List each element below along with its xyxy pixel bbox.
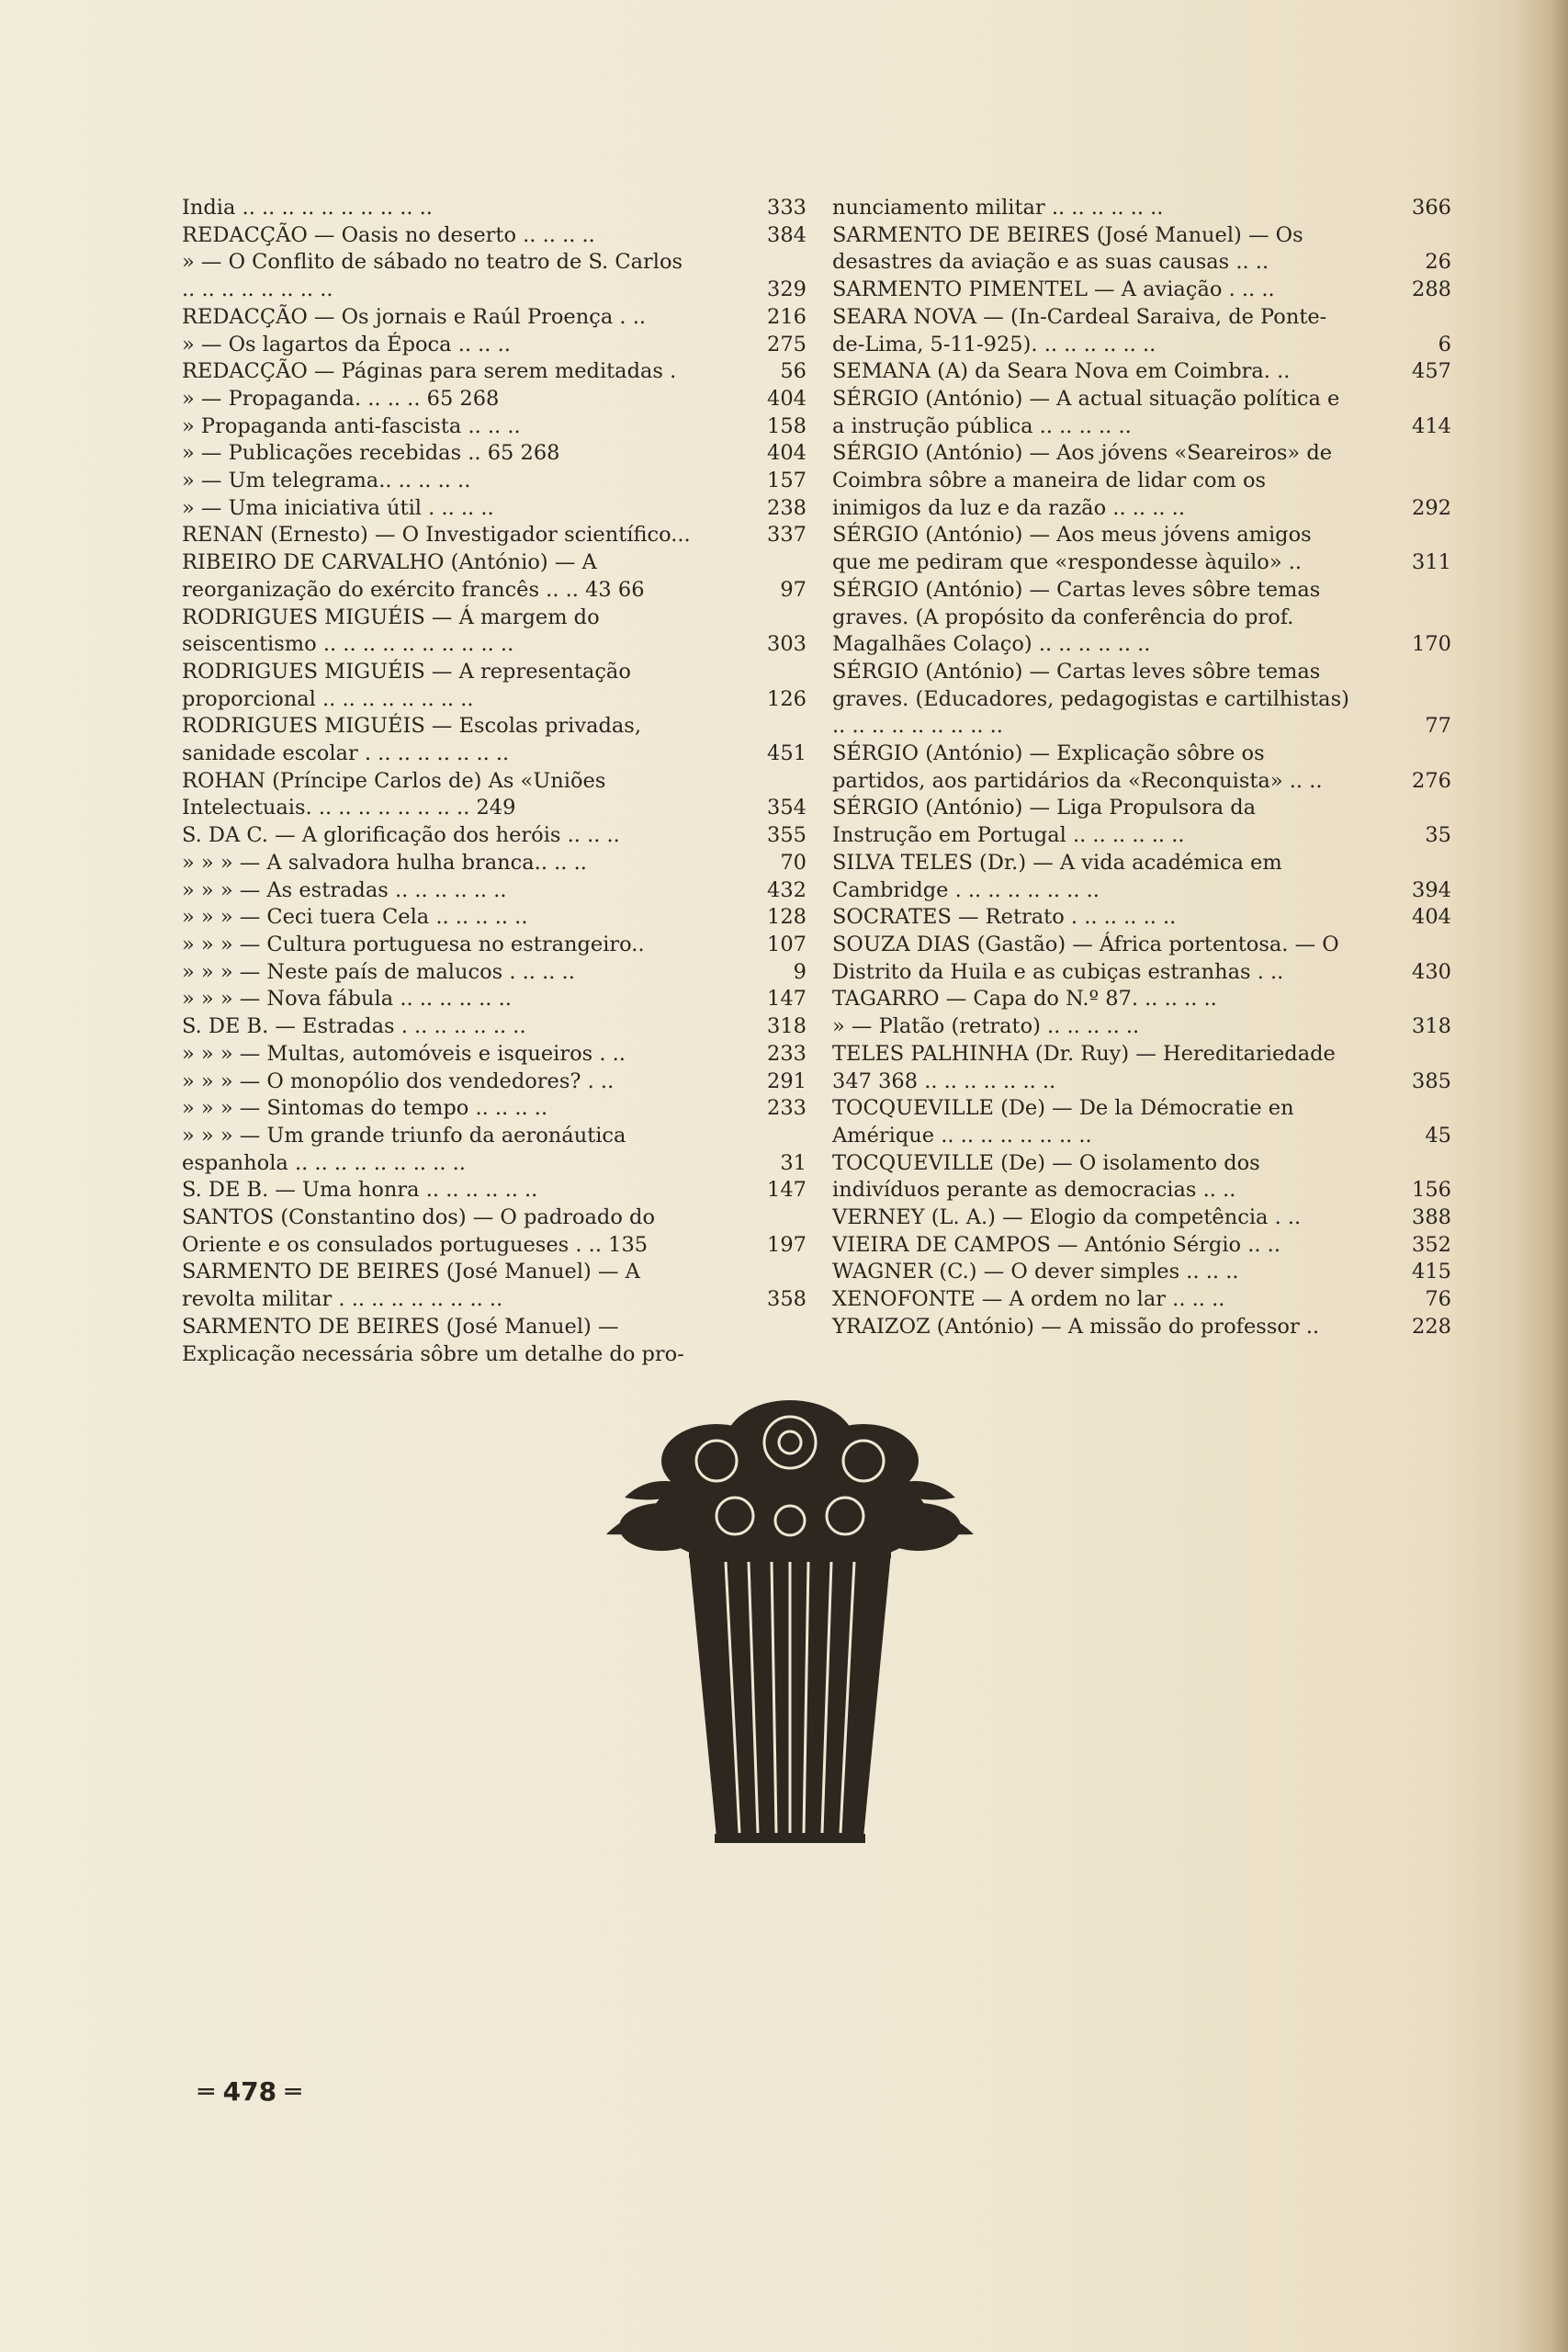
index-entry: RODRIGUES MIGUÉIS — Á margem do seiscentismo .. .. .. .. .. .. .. .. .. .. 303 (182, 605, 807, 659)
index-entry: WAGNER (C.) — O dever simples .. .. .. 415 (832, 1259, 1451, 1286)
index-entry: SEMANA (A) da Seara Nova em Coimbra. .. 457 (832, 358, 1451, 386)
index-entry: SÉRGIO (António) — Cartas leves sôbre temas graves. (Educadores, pedagogistas e cartilhistas) .. .. .. .. .. .. .. .. .. 77 (832, 659, 1451, 741)
index-entry: S. DA C. — A glorificação dos heróis .. .. .. 355 (182, 822, 807, 850)
index-entry: XENOFONTE — A ordem no lar .. .. .. 76 (832, 1286, 1451, 1314)
index-entry: » — O Conflito de sábado no teatro de S. Carlos .. .. .. .. .. .. .. .. 329 (182, 249, 807, 303)
index-entry: » » » — O monopólio dos vendedores? . .. 291 (182, 1069, 807, 1096)
page-ref: 45 (1425, 1123, 1451, 1148)
index-entry: SARMENTO PIMENTEL — A aviação . .. .. 288 (832, 277, 1451, 304)
index-entry: » » » — Multas, automóveis e isqueiros . .. 233 (182, 1041, 807, 1069)
index-entry: TOCQUEVILLE (De) — O isolamento dos indivíduos perante as democracias .. .. 156 (832, 1150, 1451, 1204)
page-ref: 276 (1412, 768, 1451, 793)
page-ref: 97 (780, 577, 807, 602)
page-ref: 238 (767, 495, 807, 520)
index-entry: VIEIRA DE CAMPOS — António Sérgio .. .. 352 (832, 1232, 1451, 1260)
page-ref: 415 (1412, 1260, 1451, 1284)
index-entry: SÉRGIO (António) — Explicação sôbre os partidos, aos partidários da «Reconquista» .. .. 276 (832, 741, 1451, 795)
index-entry: » — Propaganda. .. .. .. 65 268 404 (182, 386, 807, 413)
page-ref: 233 (767, 1041, 807, 1066)
index-entry: SILVA TELES (Dr.) — A vida académica em Cambridge . .. .. .. .. .. .. .. 394 (832, 850, 1451, 904)
index-entry: VERNEY (L. A.) — Elogio da competência . .. 388 (832, 1204, 1451, 1232)
index-entry: » » » — As estradas .. .. .. .. .. .. 432 (182, 877, 807, 905)
page-ref: 292 (1412, 495, 1451, 520)
page-ref: 311 (1412, 550, 1451, 575)
page-ref: 35 (1425, 823, 1451, 848)
index-entry: » » » — Cultura portuguesa no estrangeiro.. 107 (182, 932, 807, 959)
flower-basket-ornament (588, 1286, 992, 1856)
page-ref: 404 (767, 441, 807, 466)
page-ref: 147 (767, 1178, 807, 1203)
page-ref: 430 (1412, 959, 1451, 984)
page-ref: 318 (1412, 1014, 1451, 1039)
index-column-right (832, 195, 1451, 1341)
index-entry: SÉRGIO (António) — Aos meus jóvens amigos que me pediram que «respondesse àquilo» .. 311 (832, 522, 1451, 576)
index-entry: TOCQUEVILLE (De) — De la Démocratie en Amérique .. .. .. .. .. .. .. .. 45 (832, 1095, 1451, 1149)
index-entry: SÉRGIO (António) — A actual situação política e a instrução pública .. .. .. .. .. 414 (832, 386, 1451, 440)
index-entry: TELES PALHINHA (Dr. Ruy) — Hereditariedade 347 368 .. .. .. .. .. .. .. 385 (832, 1041, 1451, 1095)
index-entry: YRAIZOZ (António) — A missão do professor .. 228 (832, 1314, 1451, 1341)
page-ref: 451 (767, 741, 807, 766)
page-ref: 355 (767, 823, 807, 848)
page-ref: 404 (767, 386, 807, 411)
page-ref: 147 (767, 987, 807, 1012)
index-entry: RIBEIRO DE CARVALHO (António) — A reorganização do exército francês .. .. 43 66 97 (182, 549, 807, 604)
page-ref: 333 (767, 196, 807, 220)
page-ref: 457 (1412, 359, 1451, 384)
page-ref: 414 (1412, 413, 1451, 438)
page-ref: 303 (767, 632, 807, 657)
index-entry: S. DE B. — Estradas . .. .. .. .. .. .. 318 (182, 1013, 807, 1041)
index-entry: SANTOS (Constantino dos) — O padroado do Oriente e os consulados portugueses . .. 135 197 (182, 1204, 807, 1259)
index-entry: SÉRGIO (António) — Cartas leves sôbre temas graves. (A propósito da conferência do prof. Magalhães Colaço) .. .. .. .. .. .. 170 (832, 577, 1451, 659)
page-ref: 432 (767, 877, 807, 902)
page-ref: 228 (1412, 1314, 1451, 1339)
page-ref: 394 (1412, 877, 1451, 902)
index-entry: » » » — Neste país de malucos . .. .. .. 9 (182, 959, 807, 987)
index-entry: SOCRATES — Retrato . .. .. .. .. .. 404 (832, 904, 1451, 932)
page-ref: 388 (1412, 1205, 1451, 1230)
index-entry: » — Publicações recebidas .. 65 268 404 (182, 440, 807, 468)
page-edge-shadow (1513, 0, 1568, 2352)
page-number: ═ 478 ═ (198, 2076, 301, 2107)
page-ref: 170 (1412, 632, 1451, 657)
index-entry: » Propaganda anti-fascista .. .. .. 158 (182, 413, 807, 441)
page-ref: 288 (1412, 277, 1451, 302)
index-entry: » — Platão (retrato) .. .. .. .. .. 318 (832, 1013, 1451, 1041)
index-entry: » » » — Sintomas do tempo .. .. .. .. 233 (182, 1095, 807, 1123)
page-ref: 31 (780, 1150, 807, 1175)
index-entry: SARMENTO DE BEIRES (José Manuel) — Explicação necessária sôbre um detalhe do pro- (182, 1314, 684, 1366)
page-ref: 318 (767, 1014, 807, 1039)
page-ref: 275 (767, 332, 807, 356)
index-entry: SOUZA DIAS (Gastão) — África portentosa. — O Distrito da Huila e as cubiças estranhas . .. 430 (832, 932, 1451, 986)
index-entry: REDACÇÃO — Páginas para serem meditadas . 56 (182, 358, 807, 386)
index-entry: » » » — Um grande triunfo da aeronáutica espanhola .. .. .. .. .. .. .. .. .. 31 (182, 1123, 807, 1177)
page-ref: 329 (767, 277, 807, 302)
page-ref: 6 (1438, 332, 1451, 356)
index-entry: » — Um telegrama.. .. .. .. .. 157 (182, 468, 807, 495)
index-entry: RODRIGUES MIGUÉIS — Escolas privadas, sanidade escolar . .. .. .. .. .. .. .. 451 (182, 713, 807, 767)
page-ref: 26 (1425, 250, 1451, 275)
page-ref: 157 (767, 469, 807, 493)
page-ref: 197 (767, 1232, 807, 1257)
index-entry: ROHAN (Príncipe Carlos de) As «Uniões Intelectuais. .. .. .. .. .. .. .. .. 249 354 (182, 768, 807, 822)
index-entry: SEARA NOVA — (In-Cardeal Saraiva, de Ponte-de-Lima, 5-11-925). .. .. .. .. .. .. 6 (832, 304, 1451, 358)
index-entry: SARMENTO DE BEIRES (José Manuel) — Os desastres da aviação e as suas causas .. .. 26 (832, 222, 1451, 277)
page-ref: 384 (767, 222, 807, 247)
page-ref: 126 (767, 686, 807, 711)
page-ref: 56 (780, 359, 807, 384)
page-ref: 337 (767, 523, 807, 548)
index-entry: SÉRGIO (António) — Aos jóvens «Seareiros» de Coimbra sôbre a maneira de lidar com os inimigos da luz e da razão .. .. .. .. 292 (832, 440, 1451, 522)
index-entry: SÉRGIO (António) — Liga Propulsora da Instrução em Portugal .. .. .. .. .. .. 35 (832, 795, 1451, 849)
page-ref: 352 (1412, 1232, 1451, 1257)
page-ref: 366 (1412, 196, 1451, 220)
page-ref: 70 (780, 850, 807, 875)
index-column-left (182, 195, 807, 1368)
page-ref: 358 (767, 1287, 807, 1312)
index-entry: » » » — Nova fábula .. .. .. .. .. .. 147 (182, 986, 807, 1013)
page-ref: 158 (767, 413, 807, 438)
index-entry: nunciamento militar .. .. .. .. .. .. 366 (832, 195, 1451, 222)
index-entry: » — Uma iniciativa útil . .. .. .. 238 (182, 495, 807, 523)
page-ref: 9 (793, 959, 807, 984)
index-entry: REDACÇÃO — Os jornais e Raúl Proença . .. 216 (182, 304, 807, 332)
index-entry: TAGARRO — Capa do N.º 87. .. .. .. .. (832, 987, 1217, 1012)
page-ref: 156 (1412, 1178, 1451, 1203)
page-ref: 76 (1425, 1287, 1451, 1312)
page-ref: 354 (767, 796, 807, 820)
index-entry: REDACÇÃO — Oasis no deserto .. .. .. .. 384 (182, 222, 807, 250)
page-ref: 216 (767, 304, 807, 329)
page-ref: 128 (767, 905, 807, 930)
index-entry: » » » — Ceci tuera Cela .. .. .. .. .. 128 (182, 904, 807, 932)
page-ref: 291 (767, 1069, 807, 1093)
page-ref: 385 (1412, 1069, 1451, 1093)
index-entry: » — Os lagartos da Época .. .. .. 275 (182, 332, 807, 359)
index-entry: S. DE B. — Uma honra .. .. .. .. .. .. 147 (182, 1177, 807, 1204)
index-entry: India .. .. .. .. .. .. .. .. .. .. 333 (182, 195, 807, 222)
page-ref: 77 (1425, 714, 1451, 739)
index-entry: » » » — A salvadora hulha branca.. .. .. 70 (182, 850, 807, 877)
index-entry: RENAN (Ernesto) — O Investigador scientífico... 337 (182, 522, 807, 549)
index-entry: SARMENTO DE BEIRES (José Manuel) — A revolta militar . .. .. .. .. .. .. .. .. 358 (182, 1259, 807, 1313)
index-entry: RODRIGUES MIGUÉIS — A representação proporcional .. .. .. .. .. .. .. .. 126 (182, 659, 807, 713)
page-ref: 233 (767, 1096, 807, 1121)
page-ref: 107 (767, 932, 807, 956)
page-ref: 404 (1412, 905, 1451, 930)
